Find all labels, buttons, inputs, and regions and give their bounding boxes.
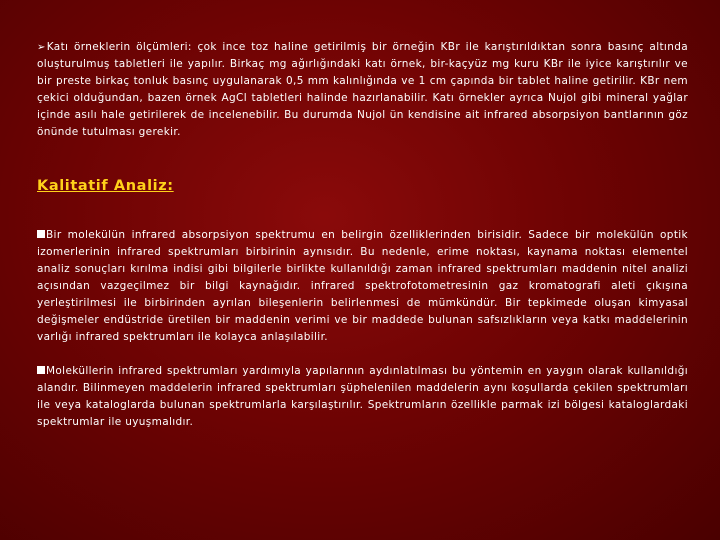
paragraph-solid-samples <box>37 39 688 141</box>
paragraph-structure-elucidation <box>37 363 688 431</box>
paragraph-molecule-spectrum <box>37 227 688 346</box>
arrow-check-icon: ➢ <box>37 42 46 53</box>
square-bullet-icon <box>37 230 45 238</box>
section-heading: Kalitatif Analiz: <box>37 178 174 194</box>
paragraph-3-text: Moleküllerin infrared spektrumları yardımıyla yapılarının aydınlatılması bu yöntemin en yaygın olarak kullanıldığı alandır. Bilinmeyen maddelerin infrared spektrumları şüphelenilen maddelerin aynı koşullarda çekilen spektrumları ile veya kataloglarda bulunan spektrumlarla karşılaştırılır. Spektrumların özellikle parmak izi bölgesi kataloglardaki spektrumlar ile uyuşmalıdır. <box>37 365 688 428</box>
paragraph-2-text: Bir molekülün infrared absorpsiyon spektrumu en belirgin özelliklerinden birisidir. Sadece bir molekülün optik izomerlerinin infrared spektrumları birbirinin aynısıdır. Bu nedenle, erime noktası, kaynama noktası elementel analiz sonuçları kırılma indisi gibi bilgilerle birlikte kullanıldığı zaman infrared spektrumları maddenin nitel analizi açısından vazgeçilmez bir bilgi kaynağıdır. infrared spektrofotometresinin gaz kromatografi aleti çıkışına yerleştirilmesi ile birbirinden ayrılan bileşenlerin belirlenmesi de mümkündür. Bir tepkimede oluşan kimyasal değişmeler endüstride üretilen bir maddenin verimi ve bir maddede bulunan safsızlıkların veya katkı maddelerinin varlığı infrared spektrumları ile kolayca anlaşılabilir. <box>37 229 688 343</box>
paragraph-1-text: Katı örneklerin ölçümleri: çok ince toz haline getirilmiş bir örneğin KBr ile karıştırıldıktan sonra basınç altında oluşturulmuş tabletleri ile yapılır. Birkaç mg ağırlığındaki katı örnek, bir-kaçyüz mg kuru KBr ile iyice karıştırılır ve bir preste birkaç tonluk basınç uygulanarak 0,5 mm kalınlığında ve 1 cm çapında bir tablet haline getirilir. KBr nem çekici olduğundan, bazen örnek AgCl tabletleri halinde hazırlanabilir. Katı örnekler ayrıca Nujol gibi mineral yağlar içinde asılı hale getirilerek de incelenebilir. Bu durumda Nujol ün kendisine ait infrared absorpsiyon bantlarının göz önünde tutulması gerekir. <box>37 41 688 138</box>
square-bullet-icon <box>37 366 45 374</box>
